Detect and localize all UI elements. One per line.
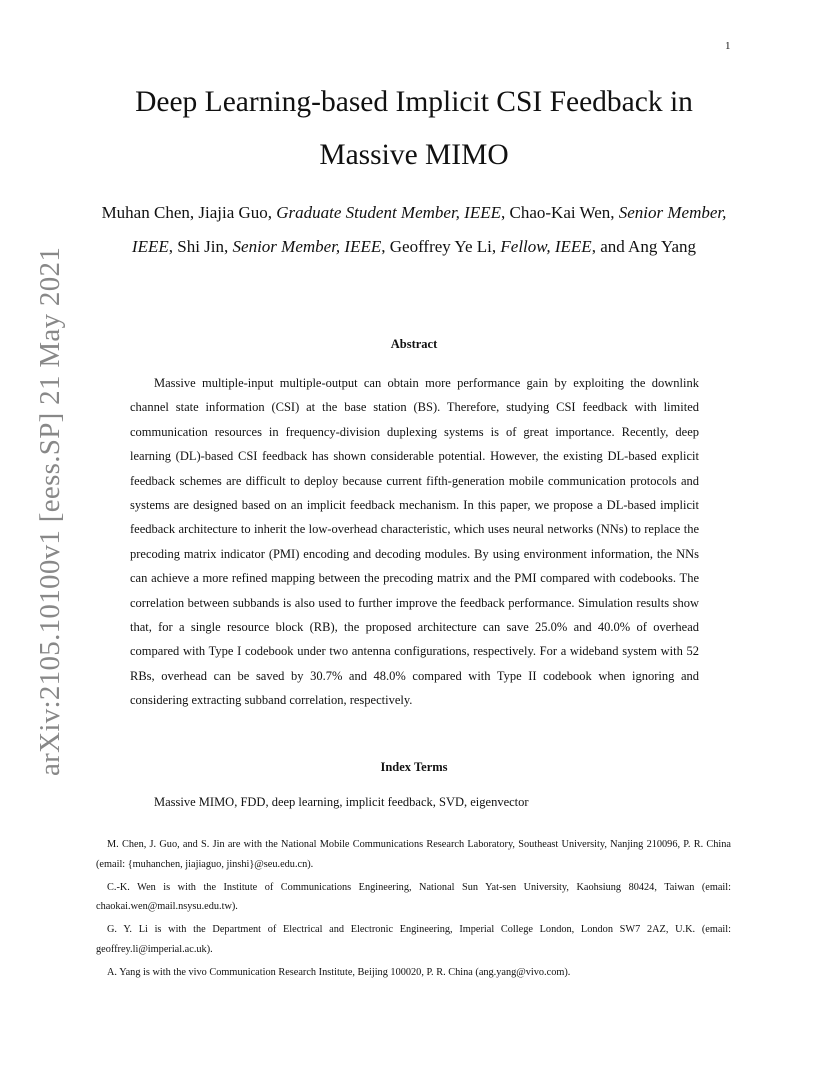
page-number: 1 (725, 40, 731, 52)
author-role-2: Senior Member, IEEE (131, 203, 727, 256)
author-list (96, 196, 732, 264)
arxiv-identifier-stamp: arXiv:2105.10100v1 [eess.SP] 21 May 2021 (34, 246, 66, 776)
abstract-body: Massive multiple-input multiple-output can obtain more performance gain by exploiting the downlink channel state information (CSI) at the base station (BS). Therefore, studying CSI feedback with limited communication resources in frequency-division duplexing systems is of great importance. Recently, deep learning (DL)-based CSI feedback has shown considerable potential. However, the existing DL-based explicit feedback schemes are difficult to deploy because current fifth-generation mobile communication protocols and systems are designed based on an implicit feedback mechanism. In this paper, we propose a DL-based implicit feedback architecture to inherit the low-overhead characteristic, which uses neural networks (NNs) to replace the precoding matrix indicator (PMI) encoding and decoding modules. By using environment information, the NNs can achieve a more refined mapping between the precoding matrix and the PMI compared with codebooks. The correlation between subbands is also used to further improve the feedback performance. Simulation results show that, for a single resource block (RB), the proposed architecture can save 25.0% and 40.0% of overhead compared with Type I codebook under two antenna configurations, respectively. For a wideband system with 52 RBs, overhead can be saved by 30.7% and 48.0% compared with Type II codebook when ignoring and considering extracting subband correlation, respectively. (130, 376, 699, 708)
abstract-heading: Abstract (390, 337, 438, 351)
author-names-4: , Geoffrey Ye Li, (381, 237, 501, 256)
author-role-3: Senior Member, IEEE (232, 237, 382, 256)
footnote: A. Yang is with the vivo Communication Research Institute, Beijing 100020, P. R. China (ang.yang@vivo.com). (107, 967, 571, 979)
paper-title: Deep Learning-based Implicit CSI Feedback in Massive MIMO (135, 86, 693, 171)
author-names-1: Muhan Chen, Jiajia Guo, (101, 203, 277, 222)
affiliation-footnotes (96, 835, 731, 986)
author-names-3: , Shi Jin, (168, 237, 233, 256)
footnote: C.-K. Wen is with the Institute of Communications Engineering, National Sun Yat-sen University, Kaohsiung 80424, Taiwan (email: chaokai.wen@mail.nsysu.edu.tw). (96, 881, 731, 913)
footnote: M. Chen, J. Guo, and S. Jin are with the National Mobile Communications Research Laboratory, Southeast University, Nanjing 210096, P. R. China (email: {muhanchen, jiajiaguo, jinshi}@seu.edu.cn). (96, 839, 731, 870)
author-role-4: Fellow, IEEE (500, 237, 592, 256)
author-role-1: Graduate Student Member, IEEE (276, 203, 501, 222)
index-terms-body: Massive MIMO, FDD, deep learning, implicit feedback, SVD, eigenvector (154, 795, 529, 809)
footnote: G. Y. Li is with the Department of Electrical and Electronic Engineering, Imperial College London, London SW7 2AZ, U.K. (email: geoffrey.li@imperial.ac.uk). (96, 924, 731, 955)
index-terms-heading: Index Terms (380, 760, 448, 774)
author-names-2: , Chao-Kai Wen, (501, 203, 619, 222)
author-names-5: , and Ang Yang (591, 237, 697, 256)
